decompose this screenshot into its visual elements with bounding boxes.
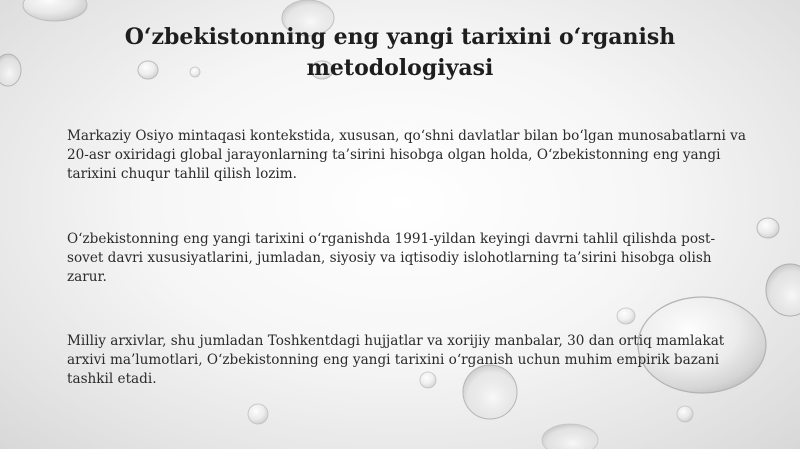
slide-title: O‘zbekistonning eng yangi tarixini o‘rganish metodologiyasi xyxy=(124,24,676,81)
paragraph-1: Markaziy Osiyo mintaqasi kontekstida, xususan, qo‘shni davlatlar bilan bo‘lgan munosabatlarni va 20-asr oxiridagi global jarayonlarning ta’sirini hisobga olgan holda, O‘zbekistonning eng yangi tarixini chuqur tahlil qilish lozim. xyxy=(67,128,746,182)
paragraph-3: Milliy arxivlar, shu jumladan Toshkentdagi hujjatlar va xorijiy manbalar, 30 dan ortiq mamlakat arxivi ma’lumotlari, O‘zbekistonning eng yangi tarixini o‘rganish uchun muhim empirik bazani tashkil etadi. xyxy=(67,333,725,387)
paragraph-2: O‘zbekistonning eng yangi tarixini o‘rganishda 1991-yildan keyingi davrni tahlil qilishda post-sovet davri xususiyatlarini, jumladan, siyosiy va iqtisodiy islohotlarning ta’sirini hisobga olish zarur. xyxy=(67,231,716,285)
